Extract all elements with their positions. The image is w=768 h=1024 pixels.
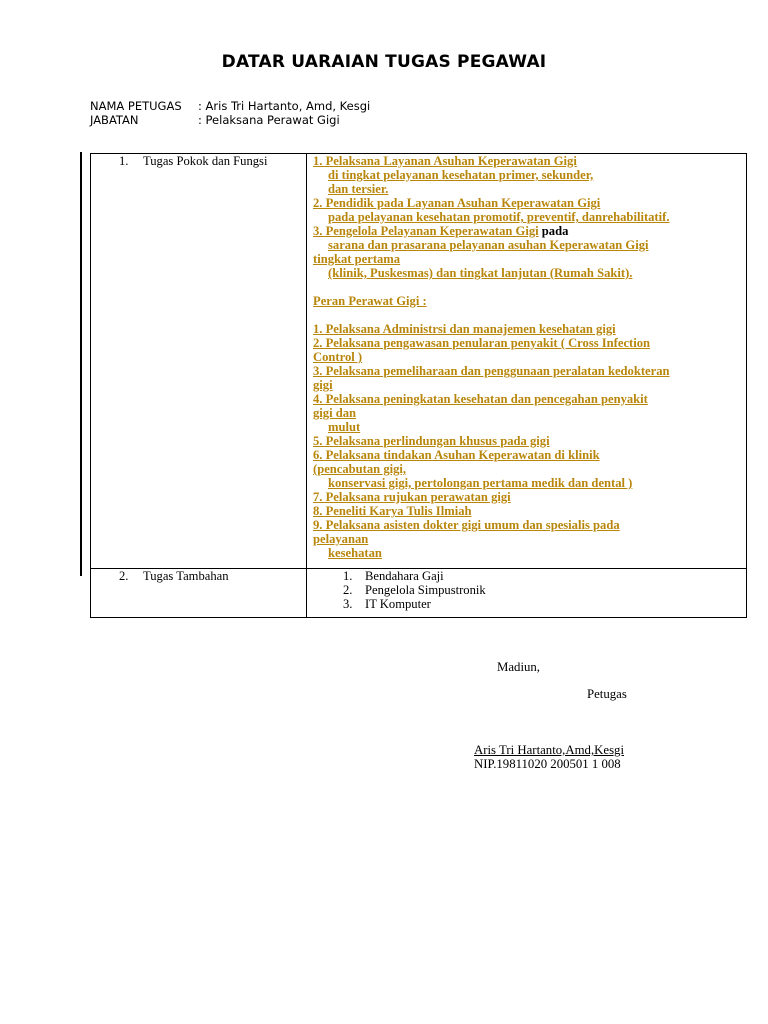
nama-value: : Aris Tri Hartanto, Amd, Kesgi — [198, 99, 371, 113]
text-line: mulut — [328, 420, 361, 434]
extra-label-cell — [91, 569, 307, 618]
row-label: Tugas Pokok dan Fungsi — [143, 154, 268, 168]
list-text: IT Komputer — [365, 597, 431, 611]
text-line: (pencabutan gigi, — [313, 462, 407, 476]
signature-role: Petugas — [587, 687, 627, 701]
jabatan-row — [90, 113, 340, 127]
text-line: konservasi gigi, pertolongan pertama medik dan dental ) — [328, 476, 633, 490]
section-heading: Peran Perawat Gigi : — [313, 294, 427, 308]
text-line: 3. Pelaksana pemeliharaan dan penggunaan peralatan kedokteran — [313, 364, 670, 378]
table-row — [91, 569, 747, 618]
text-line: 8. Peneliti Karya Tulis Ilmiah — [313, 504, 472, 518]
jabatan-label: JABATAN — [90, 113, 139, 127]
text-line: kesehatan — [328, 546, 382, 560]
extra-duty-list — [313, 569, 746, 617]
text-line: 2. Pelaksana pengawasan penularan penyakit ( Cross Infection — [313, 336, 651, 350]
list-item — [313, 597, 746, 611]
list-number: 1. — [343, 569, 353, 583]
text-line: di tingkat pelayanan kesehatan primer, sekunder, — [328, 168, 594, 182]
row-number: 1. — [119, 154, 129, 168]
duty-content-cell — [307, 154, 747, 569]
extra-content-cell — [307, 569, 747, 618]
duty-label-cell — [91, 154, 307, 569]
list-number: 3. — [343, 597, 353, 611]
nama-label: NAMA PETUGAS — [90, 99, 182, 113]
text-line: tingkat pertama — [313, 252, 401, 266]
text-line: 9. Pelaksana asisten dokter gigi umum dan spesialis pada — [313, 518, 620, 532]
text-line: pada pelayanan kesehatan promotif, preventif, danrehabilitatif. — [328, 210, 670, 224]
text-line: Control ) — [313, 350, 363, 364]
text-line: dan tersier. — [328, 182, 389, 196]
list-number: 2. — [343, 583, 353, 597]
text-fragment: pada — [538, 224, 569, 238]
jabatan-value: : Pelaksana Perawat Gigi — [198, 113, 340, 127]
list-item — [313, 583, 746, 597]
signature-nip: NIP.19811020 200501 1 008 — [474, 757, 621, 771]
text-line: 7. Pelaksana rujukan perawatan gigi — [313, 490, 511, 504]
table-row — [91, 154, 747, 569]
text-line: gigi — [313, 378, 333, 392]
text-fragment: 3. Pengelola Pelayanan Keperawatan Gigi — [313, 224, 539, 238]
signature-name: Aris Tri Hartanto,Amd,Kesgi — [474, 743, 625, 757]
list-text: Bendahara Gaji — [365, 569, 444, 583]
text-line: 4. Pelaksana peningkatan kesehatan dan pencegahan penyakit — [313, 392, 648, 406]
text-line: gigi dan — [313, 406, 357, 420]
text-line: pelayanan — [313, 532, 369, 546]
list-text: Pengelola Simpustronik — [365, 583, 486, 597]
text-line: 1. Pelaksana Administrsi dan manajemen kesehatan gigi — [313, 322, 616, 336]
signature-place: Madiun, — [497, 660, 541, 674]
duty-table — [90, 153, 747, 618]
text-line: 6. Pelaksana tindakan Asuhan Keperawatan di klinik — [313, 448, 600, 462]
text-line: sarana dan prasarana pelayanan asuhan Keperawatan Gigi — [328, 238, 649, 252]
text-line: 5. Pelaksana perlindungan khusus pada gigi — [313, 434, 550, 448]
nama-row — [90, 99, 370, 113]
text-line: (klinik, Puskesmas) dan tingkat lanjutan (Rumah Sakit). — [328, 266, 633, 280]
row-number: 2. — [119, 569, 129, 583]
row-label: Tugas Tambahan — [143, 569, 229, 583]
text-line: 2. Pendidik pada Layanan Asuhan Keperawatan Gigi — [313, 196, 601, 210]
document-title: DATAR UARAIAN TUGAS PEGAWAI — [221, 52, 547, 72]
text-line: 1. Pelaksana Layanan Asuhan Keperawatan Gigi — [313, 154, 577, 168]
margin-rule — [80, 152, 82, 576]
text-line-mixed — [313, 224, 746, 238]
list-item — [313, 569, 746, 583]
